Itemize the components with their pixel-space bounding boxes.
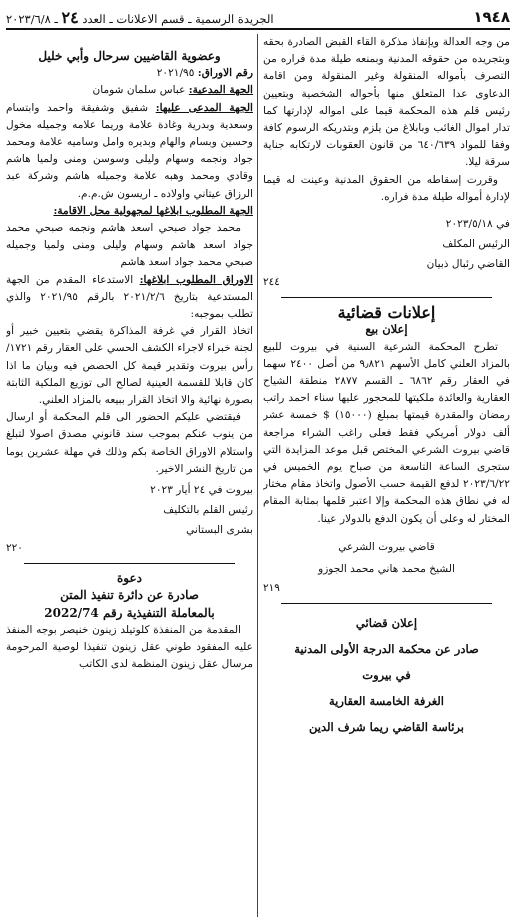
documents-label: الاوراق المطلوب ابلاغها: <box>139 273 253 286</box>
header-date: ـ ٢٠٢٣/٦/٨ <box>6 11 62 26</box>
notice-number: ٢٤٤ <box>263 276 280 289</box>
unknown-residence-label: الجهة المطلوب ابلاغها لمجهولية محل الاقامة: <box>53 204 253 217</box>
request-body: اتخاذ القرار في غرفة المذاكرة يقضي بتعيين خبير أو لجنة خبراء لاجراء الكشف الحسي على العقار رقم ١٧٢١/ رأس بيروت وتقدير قيمة كل الحصص فيه وبيان ما اذا كان قابلا للقسمة العينية لصالح الى توزيع الملكية الثابتة بصورة نهائية والا اتخاذ القرار ببيعه بالمزاد العلني. <box>6 325 253 407</box>
left-column <box>6 34 253 917</box>
column-divider <box>257 34 258 917</box>
call-body: المقدمة من المنفذة كلوتيلد زينون خنيصر بوجه المنفذ عليه المفقود طوني عقل زينون تنفيذا لوصية المرحومة مرسال عقل زينون المنظمة لدى الكاتب <box>6 623 253 671</box>
court-notice-source: صادر عن محكمة الدرجة الأولى المدنية <box>294 642 479 657</box>
registrar-name: بشرى البستاني <box>186 524 253 537</box>
registrar-title: رئيس القلم بالتكليف <box>163 504 253 517</box>
decision-paragraph: وقررت إسقاطه من الحقوق المدنية وعينت له قيما لإدارة أمواله طيلة مدة فراره. <box>263 173 510 203</box>
documents-paragraph <box>6 272 253 324</box>
intro-paragraph: من وجه العدالة ويإنفاذ مذكرة القاء القبض الصادرة بحقه وبتجريده من حقوقه المدنية وبمنعه طيلة مدة فراره من التصرف بأمواله المنقولة وغير المنقولة ومن اقامة الدعاوى عدا المتعلق منها بأحواله الشخصية وبتعيين رئيس قلم هذه المحكمة قيما على امواله لإدارتها كما تدار اموال الغائب وبابلاغ من يلزم وبتدريكه الرسوم كافة وفقا للمواد ٦٤٠/٦٣٩ من قانون العقوبات لارتكابه جناية سرقة ليلا. <box>263 36 510 169</box>
place-date: بيروت في ٢٤ أيار ٢٠٢٣ <box>150 484 253 497</box>
decision-date: في ٢٠٢٣/٥/١٨ <box>445 218 510 231</box>
header-text: الجريدة الرسمية ـ قسم الاعلانات ـ العدد <box>78 11 274 26</box>
papers-label: رقم الاوراق: <box>197 67 253 80</box>
defendant-value: شفيق وشفيقة واحمد وابتسام وسعدية وبدرية وغادة علامة وريما علامه وجميله مخول وحسين وبسام والهام وبديره وامل وساميه علامة ومحمد جواد ونجمه وسهام وليلى وسوسن ومنى ولميا هاشم وقادي ومحمد وهبه علامة وجميله هاشم وشركة عبد الرزاق عيتاني واولاده ـ اريسون ش.م.م. <box>6 101 253 200</box>
separator-rule <box>281 297 492 298</box>
issue-number: ٢٤ <box>61 7 79 27</box>
call-source: صادرة عن دائرة تنفيذ المتن <box>60 588 199 603</box>
section-title: إعلانات قضائية <box>337 303 436 323</box>
page-number: ١٩٤٨ <box>473 8 510 26</box>
sale-title: إعلان بيع <box>365 322 408 337</box>
defendant-label: الجهة المدعى عليها: <box>155 101 253 114</box>
plaintiff-line <box>6 82 253 99</box>
plaintiff-label: الجهة المدعية: <box>188 84 253 97</box>
court-notice-chamber: الغرفة الخامسة العقارية <box>329 694 444 709</box>
call-case-number: بالمعاملة التنفيذية رقم 2022/74 <box>44 605 215 620</box>
right-column <box>263 34 510 917</box>
court-notice-title: إعلان قضائي <box>355 616 418 631</box>
header-title <box>6 8 274 27</box>
defendant-paragraph <box>6 100 253 203</box>
unknown-residence-names: محمد جواد صبحي اسعد هاشم ونجمه صبحي محمد جواد اسعد هاشم وسهام وليلى ومنى ولميا وجميله صبحي محمد جواد اسعد هاشم <box>6 222 253 269</box>
papers-value: ٢٠٢١/٩٥ <box>156 67 198 80</box>
plaintiff-value: عباس سلمان شومان <box>92 84 189 97</box>
sale-sign-title: قاضي بيروت الشرعي <box>338 540 435 553</box>
sale-body: تطرح المحكمة الشرعية السنية في بيروت للبيع بالمزاد العلني كامل الأسهم ٩٫٨٢١ من أصل ٢٤٠٠ سهما في العقار رقم ٦٨٦٢ ـ القسم ٢٨٧٧ منطقة الشياح العقارية والعائدة ملكيتها للمحجور عليها سناء احمد راتب رمضان والمقدرة قيمتها بمبلغ (١٥٠٠٠) $ خمسة عشر ألف دولار أمريكي فقط فعلى راغب الشراء مراجعة قاضي بيروت الشرعي المختص قبل موعد المزايدة التي ستجرى الساعة التاسعة من صباح يوم الخميس في ٢٠٢٣/٦/٢٢ لدفع القيمة حسب الأصول واتخاذ مقام مختار له في نطاق هذه المحكمة وإلا اعتبر قلمها بمثابة المقام المختار له وعلى أن يكون الدفع بالدولار عينا. <box>263 340 510 525</box>
attendance-body: فيقتضي عليكم الحضور الى قلم المحكمة أو ارسال من ينوب عنكم بموجب سند قانوني مصدق اصولا لتبلغ واستلام الاوراق الخاصة بكم وذلك في مهلة عشرين يوما من تاريخ النشر الاخير. <box>6 411 253 475</box>
sale-sign-name: الشيخ محمد هاني محمد الجوزو <box>318 562 455 575</box>
documents-value: الاستدعاء المقدم من الجهة المستدعية بتاريخ ٢٠٢١/٢/٦ بالرقم ٢٠٢١/٩٥ والذي تطلب بموجبه: <box>6 273 253 321</box>
sign-title: الرئيس المكلف <box>442 238 510 251</box>
sign-name: القاضي رئبال ذبيان <box>426 258 510 271</box>
page-header <box>6 6 510 30</box>
notice-number: ٢٢٠ <box>6 542 23 555</box>
court-notice-judge: برئاسة القاضي ريما شرف الدين <box>309 720 464 735</box>
papers-line <box>6 65 253 82</box>
sale-number: ٢١٩ <box>263 581 280 594</box>
court-notice-city: في بيروت <box>362 668 411 683</box>
judges-line: وعضوية القاضيين سرحال وأبي خليل <box>38 49 221 63</box>
separator-rule <box>281 603 492 604</box>
call-title: دعوة <box>117 571 142 586</box>
separator-rule <box>24 563 235 564</box>
